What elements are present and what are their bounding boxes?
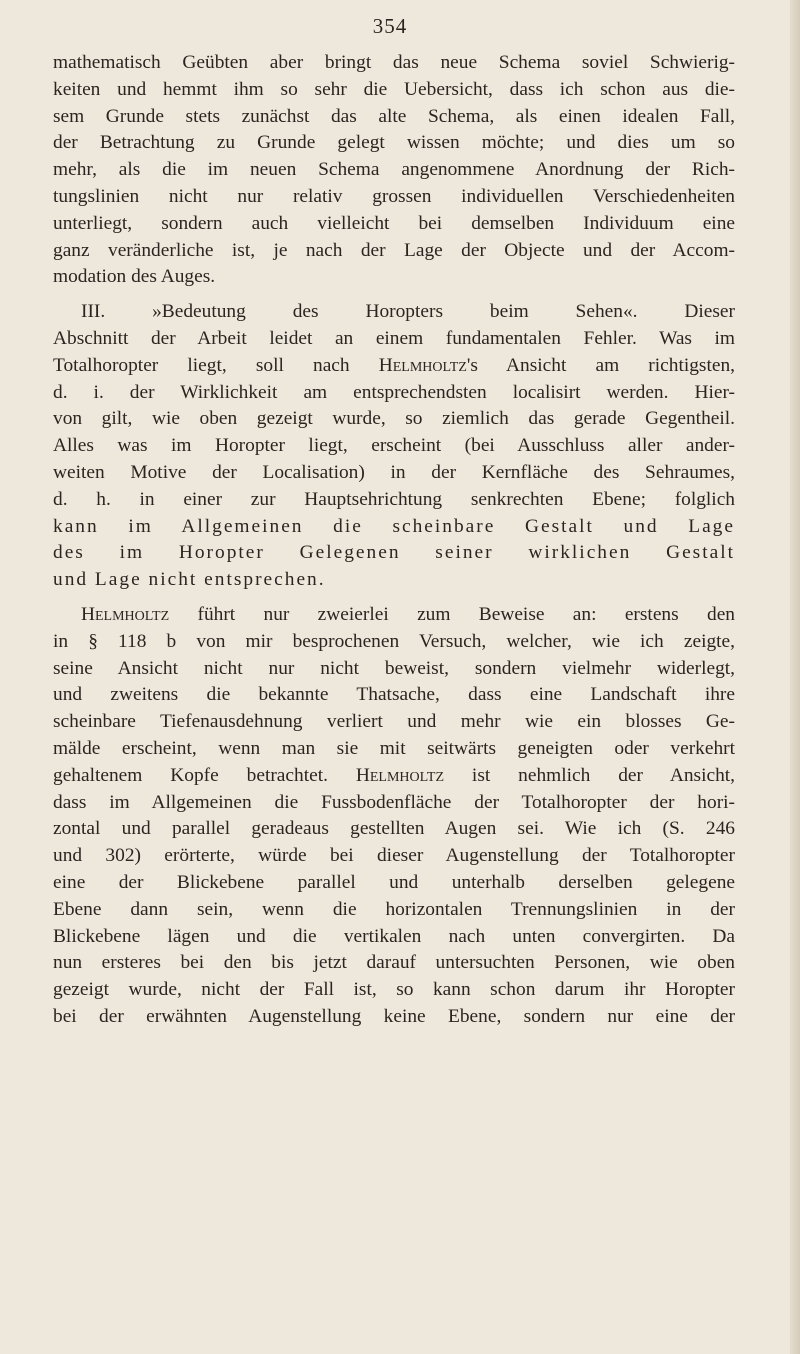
text-line: und zweitens die bekannte Thatsache, dass eine Landschaft ihre xyxy=(53,684,735,706)
text-line: ganz veränderliche ist, je nach der Lage der Objecte und der Accom- xyxy=(53,239,735,261)
text-line: Alles was im Horopter liegt, erscheint (bei Ausschluss aller ander- xyxy=(53,435,735,457)
text-line: scheinbare Tiefenausdehnung verliert und mehr wie ein blosses Ge- xyxy=(53,711,735,733)
text-line: tungslinien nicht nur relativ grossen individuellen Verschiedenheiten xyxy=(53,185,735,207)
text-line: gehaltenem Kopfe betrachtet. Helmholtz ist nehmlich der Ansicht, xyxy=(53,764,735,786)
paragraph-2 xyxy=(53,299,735,594)
text-line: keiten und hemmt ihm so sehr die Uebersicht, dass ich schon aus die- xyxy=(53,78,735,100)
paragraph-1 xyxy=(53,50,735,291)
section-heading-line: III. »Bedeutung des Horopters beim Sehen«. Dieser xyxy=(81,301,735,323)
text-line: Blickebene lägen und die vertikalen nach unten convergirten. Da xyxy=(53,925,735,947)
text-line: d. i. der Wirklichkeit am entsprechendsten localisirt werden. Hier- xyxy=(53,381,735,403)
text-line: weiten Motive der Localisation) in der Kernfläche des Sehraumes, xyxy=(53,461,735,483)
text-line: unterliegt, sondern auch vielleicht bei demselben Individuum eine xyxy=(53,212,735,234)
paragraph-3 xyxy=(53,602,735,1031)
emphasized-line: des im Horopter Gelegenen seiner wirklichen Gestalt xyxy=(53,542,735,564)
text-line: Abschnitt der Arbeit leidet an einem fundamentalen Fehler. Was im xyxy=(53,327,735,349)
text-line: bei der erwähnten Augenstellung keine Ebene, sondern nur eine der xyxy=(53,1005,735,1027)
emphasized-line: und Lage nicht entsprechen. xyxy=(53,569,326,591)
text-line: mälde erscheint, wenn man sie mit seitwärts geneigten oder verkehrt xyxy=(53,737,735,759)
text-line: nun ersteres bei den bis jetzt darauf untersuchten Personen, wie oben xyxy=(53,952,735,974)
text-line: gezeigt wurde, nicht der Fall ist, so kann schon darum ihr Horopter xyxy=(53,979,735,1001)
text-line: eine der Blickebene parallel und unterhalb derselben gelegene xyxy=(53,871,735,893)
text-line: dass im Allgemeinen die Fussbodenfläche der Totalhoropter der hori- xyxy=(53,791,735,813)
body-text xyxy=(53,50,735,1031)
text-line: der Betrachtung zu Grunde gelegt wissen möchte; und dies um so xyxy=(53,132,735,154)
text-line: und 302) erörterte, würde bei dieser Augenstellung der Totalhoropter xyxy=(53,845,735,867)
text-line: Helmholtz führt nur zweierlei zum Beweise an: erstens den xyxy=(81,603,735,625)
text-line: seine Ansicht nicht nur nicht beweist, sondern vielmehr widerlegt, xyxy=(53,657,735,679)
text-line: zontal und parallel geradeaus gestellten Augen sei. Wie ich (S. 246 xyxy=(53,818,735,840)
text-line: d. h. in einer zur Hauptsehrichtung senkrechten Ebene; folglich xyxy=(53,488,735,510)
text-line: von gilt, wie oben gezeigt wurde, so ziemlich das gerade Gegentheil. xyxy=(53,408,735,430)
text-line: Totalhoropter liegt, soll nach Helmholtz's Ansicht am richtigsten, xyxy=(53,354,735,376)
text-line: sem Grunde stets zunächst das alte Schema, als einen idealen Fall, xyxy=(53,105,735,127)
text-line: Ebene dann sein, wenn die horizontalen Trennungslinien in der xyxy=(53,898,735,920)
text-line: mehr, als die im neuen Schema angenommene Anordnung der Rich- xyxy=(53,159,735,181)
text-line: modation des Auges. xyxy=(53,266,216,288)
page-edge-shadow xyxy=(790,0,800,1354)
text-line: in § 118 b von mir besprochenen Versuch, welcher, wie ich zeigte, xyxy=(53,630,735,652)
text-line: mathematisch Geübten aber bringt das neue Schema soviel Schwierig- xyxy=(53,52,735,73)
emphasized-line: kann im Allgemeinen die scheinbare Gestalt und Lage xyxy=(53,515,735,537)
page-number: 354 xyxy=(372,14,408,38)
